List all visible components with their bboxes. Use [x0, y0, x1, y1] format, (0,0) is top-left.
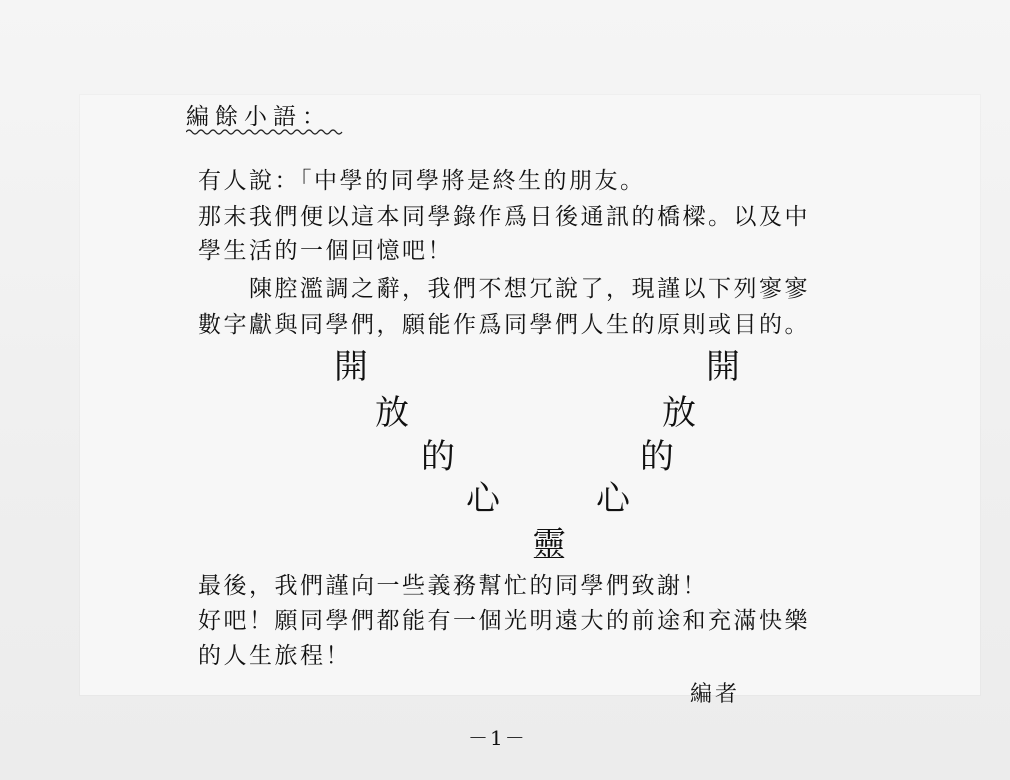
- motto-left-char: 放: [375, 393, 409, 433]
- page-heading: 編餘小語：: [186, 104, 331, 130]
- closing-line: 最後，我們謹向一些義務幫忙的同學們致謝！: [198, 573, 708, 599]
- signature: 編者: [690, 682, 741, 707]
- motto-center-char: 靈: [532, 525, 566, 565]
- motto-right-char: 放: [662, 393, 696, 433]
- motto-right-char: 心: [596, 479, 630, 519]
- motto-left-char: 開: [334, 347, 368, 387]
- closing-line: 好吧！願同學們都能有一個光明遠大的前途和充滿快樂: [198, 608, 810, 634]
- motto-right-char: 開: [706, 347, 740, 387]
- intro-line: 學生活的一個回憶吧！: [198, 238, 453, 264]
- motto-right-char: 的: [640, 437, 674, 477]
- intro-line: 那末我們便以這本同學錄作爲日後通訊的橋樑。以及中: [198, 204, 810, 230]
- intro-line: 有人說：「中學的同學將是終生的朋友。: [198, 168, 646, 194]
- intro-line: 數字獻與同學們，願能作爲同學們人生的原則或目的。: [198, 312, 810, 338]
- wavy-underline: [186, 128, 344, 136]
- motto-left-char: 的: [421, 437, 455, 477]
- intro-line: 陳腔濫調之辭，我們不想冗說了，現謹以下列寥寥: [198, 276, 810, 302]
- motto-left-char: 心: [466, 479, 500, 519]
- page-number: －1－: [468, 726, 527, 750]
- closing-line: 的人生旅程！: [198, 643, 351, 669]
